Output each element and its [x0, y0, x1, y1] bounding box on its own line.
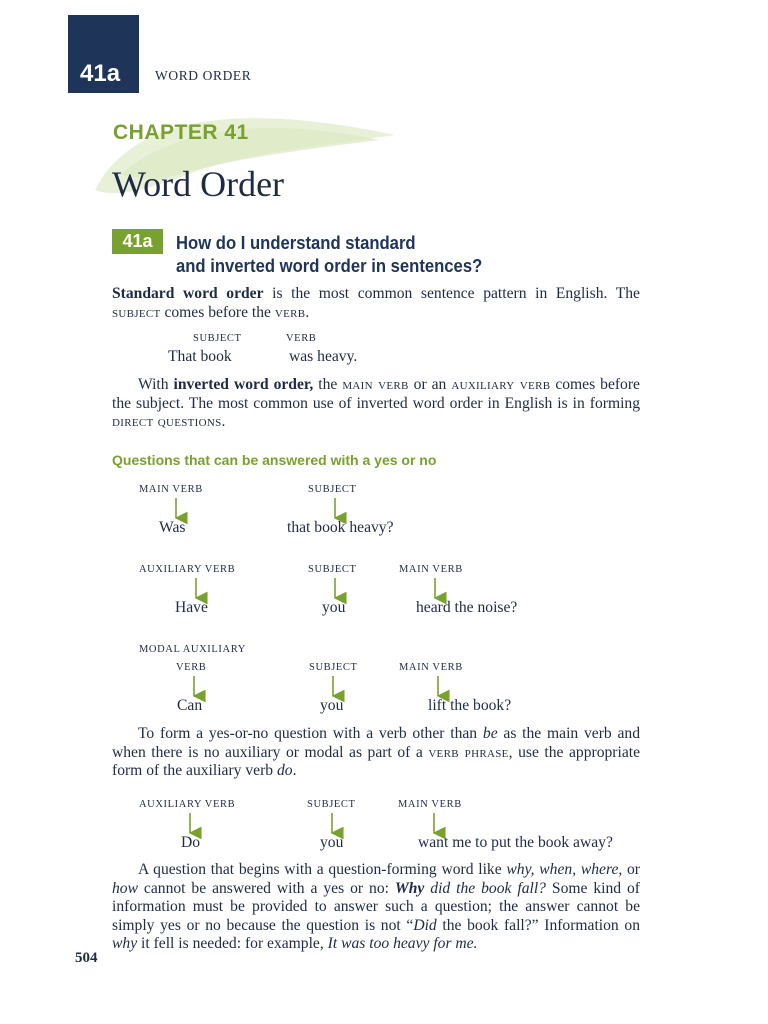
- diagram4-word-main: want me to put the book away?: [418, 834, 613, 851]
- example-verb: was heavy.: [289, 348, 358, 365]
- para-text: or: [622, 861, 640, 878]
- diagram3-word-subject: you: [320, 697, 344, 714]
- term-verb-phrase: verb phrase: [428, 743, 509, 761]
- example-answer: It was too heavy for me.: [327, 935, 478, 953]
- intro-text: .: [305, 303, 310, 321]
- diagram1-word-subject: that book heavy?: [287, 519, 394, 536]
- diagram1-label-main-verb: MAIN VERB: [139, 484, 203, 495]
- para-text: comes before the subject. The most common use of inverted word order in English is in forming: [112, 376, 640, 412]
- term-did: Did: [413, 916, 437, 934]
- page-number: 504: [75, 950, 98, 966]
- diagram3-label-subject: SUBJECT: [309, 662, 358, 673]
- para-text: , use the appropriate form of the auxiliary verb: [112, 743, 641, 780]
- diagram2-word-main: heard the noise?: [416, 599, 518, 616]
- chapter-title: Word Order: [112, 164, 285, 204]
- para-text: the: [313, 376, 343, 393]
- term-question-words: why, when, where,: [506, 861, 623, 878]
- diagram3-label-modal: MODAL AUXILIARY: [139, 644, 246, 655]
- para-text: cannot be answered with a yes or no:: [138, 879, 395, 897]
- term-be: be: [482, 725, 498, 742]
- term-direct-questions: direct questions: [112, 413, 222, 431]
- diagram1-word-verb: Was: [159, 519, 186, 536]
- para-text: With: [138, 376, 174, 393]
- label-subject: SUBJECT: [193, 333, 242, 344]
- diagram4-word-aux: Do: [181, 834, 201, 851]
- term-how: how: [112, 879, 138, 897]
- term-main-verb: main verb: [342, 376, 409, 393]
- term-why: Why: [394, 879, 425, 897]
- para-text: To form a yes-or-no question with a verb other than: [138, 725, 483, 742]
- subheading-yes-no: Questions that can be answered with a yes or no: [112, 452, 437, 468]
- example-subject: That book: [168, 348, 232, 365]
- running-head: WORD ORDER: [155, 68, 252, 83]
- term-why-2: why: [112, 935, 138, 953]
- diagram3-label-verb: VERB: [176, 662, 207, 673]
- term-auxiliary-verb: auxiliary verb: [451, 376, 551, 393]
- term-verb: verb: [274, 303, 306, 321]
- intro-text: is the most common sentence pattern in English. The: [263, 285, 640, 302]
- para-text: .: [292, 762, 297, 780]
- diagram2-word-subject: you: [322, 599, 346, 616]
- para-text: it fell is needed: for example,: [137, 935, 328, 953]
- term-subject: subject: [112, 303, 161, 321]
- para-text: the book fall?” Information on: [436, 916, 640, 934]
- diagram2-label-main-verb: MAIN VERB: [399, 564, 463, 575]
- diagram4-label-subject: SUBJECT: [307, 799, 356, 810]
- intro-text: comes before the: [160, 303, 275, 321]
- term-standard-word-order: Standard word order: [112, 285, 264, 302]
- para-text: A question that begins with a question-forming word like: [138, 861, 507, 878]
- example-question: did the book fall?: [424, 879, 546, 897]
- diagram4-label-main-verb: MAIN VERB: [398, 799, 462, 810]
- diagram3-label-main-verb: MAIN VERB: [399, 662, 463, 673]
- diagram3-word-modal: Can: [177, 697, 203, 714]
- para-text: Some kind of information must be provided to answer such a question; the answer cannot be simply yes or no because the question is not “: [112, 879, 640, 934]
- section-title-line1: How do I understand standard: [176, 232, 416, 253]
- chapter-label: CHAPTER 41: [113, 121, 249, 144]
- para-text: or an: [408, 376, 452, 393]
- diagram4-label-aux-verb: AUXILIARY VERB: [139, 799, 236, 810]
- term-do: do: [276, 762, 293, 780]
- section-title-line2: and inverted word order in sentences?: [176, 255, 483, 276]
- section-badge: 41a: [112, 229, 163, 254]
- diagram2-label-aux-verb: AUXILIARY VERB: [139, 564, 236, 575]
- para-text: .: [221, 413, 226, 431]
- diagram4-word-subject: you: [320, 834, 344, 851]
- section-tab-label: 41a: [80, 60, 121, 87]
- diagram3-word-main: lift the book?: [428, 697, 512, 714]
- label-verb: VERB: [286, 333, 317, 344]
- diagram1-label-subject: SUBJECT: [308, 484, 357, 495]
- diagram2-word-aux: Have: [175, 599, 208, 616]
- para-text: as the main verb and when there is no auxiliary or modal as part of a: [112, 725, 640, 761]
- term-inverted-word-order: inverted word order,: [173, 376, 314, 393]
- diagram2-label-subject: SUBJECT: [308, 564, 357, 575]
